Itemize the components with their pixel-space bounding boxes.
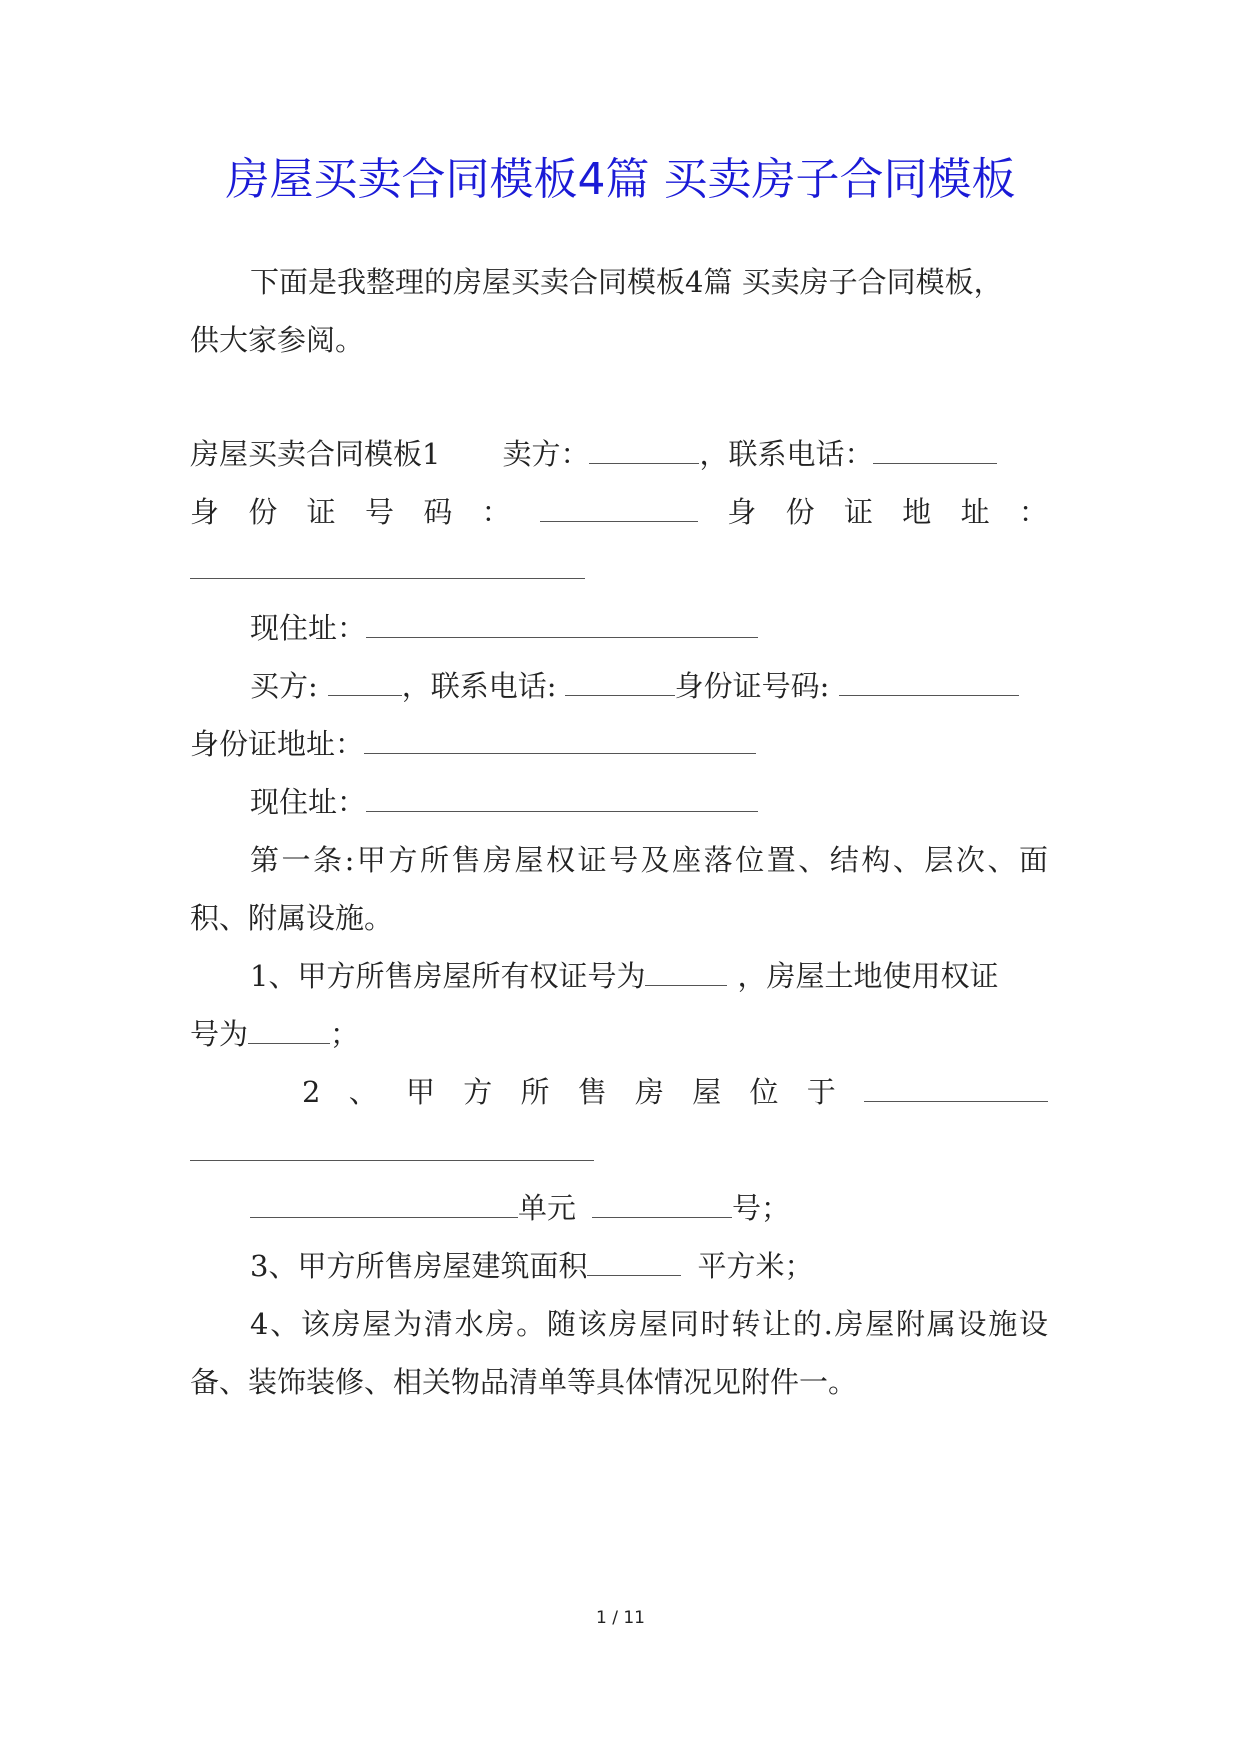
template-label: 房屋买卖合同模板1 — [190, 437, 441, 471]
land-cert-blank[interactable] — [248, 1017, 330, 1044]
seller-id-line — [190, 492, 1048, 532]
buyer-current-address-label: 现住址： — [250, 785, 367, 819]
seller-phone-blank[interactable] — [873, 437, 997, 464]
buyer-current-address-line — [250, 782, 1048, 822]
seller-addr-char: 份 — [785, 495, 815, 529]
seller-id-char: 码 — [423, 495, 453, 529]
item1-line-2 — [190, 1014, 1048, 1054]
unit-label: 单元 — [518, 1191, 577, 1225]
item1-label-3: 号为 — [190, 1017, 249, 1051]
seller-current-address-line — [250, 608, 1048, 648]
area-blank[interactable] — [587, 1249, 681, 1276]
location-blank-2[interactable] — [190, 1160, 594, 1161]
seller-id-char: 身 — [190, 495, 220, 529]
item1-label-4: ； — [330, 1017, 360, 1051]
buyer-id-address-line — [190, 724, 1048, 764]
item1-label-2: ，房屋土地使用权证 — [737, 959, 999, 993]
buyer-id-number-blank[interactable] — [839, 669, 1019, 696]
item2-char: 屋 — [692, 1075, 722, 1109]
item2-char: 于 — [806, 1075, 836, 1109]
buyer-label: 买方: — [250, 669, 318, 703]
buyer-id-address-label: 身份证地址： — [190, 727, 365, 761]
buyer-current-address-blank[interactable] — [366, 785, 758, 812]
seller-name-blank[interactable] — [589, 437, 699, 464]
buyer-phone-blank[interactable] — [565, 669, 675, 696]
item2-line-1 — [302, 1072, 1048, 1112]
item2-char: 房 — [634, 1075, 664, 1109]
room-number-blank[interactable] — [592, 1191, 732, 1218]
location-blank-1[interactable] — [864, 1075, 1048, 1102]
buyer-line — [250, 666, 1048, 706]
item2-char: 所 — [520, 1075, 550, 1109]
buyer-phone-label: ，联系电话: — [401, 669, 557, 703]
item3-label: 3、甲方所售房屋建筑面积 — [250, 1249, 588, 1283]
seller-addr-char: 地 — [902, 495, 932, 529]
seller-id-char: 号 — [364, 495, 394, 529]
item2-char: 、 — [348, 1075, 378, 1109]
seller-id-char: 份 — [248, 495, 278, 529]
intro-line-2: 供大家参阅。 — [190, 323, 365, 357]
item2-char: 方 — [463, 1075, 493, 1109]
document-title: 房屋买卖合同模板4篇 买卖房子合同模板 — [225, 154, 1016, 205]
item2-char: 售 — [577, 1075, 607, 1109]
seller-addr-char: ： — [1018, 495, 1048, 529]
buyer-id-number-label: 身份证号码: — [674, 669, 830, 703]
seller-id-char: ： — [481, 495, 511, 529]
item2-char: 位 — [749, 1075, 779, 1109]
seller-id-address-blank[interactable] — [190, 578, 585, 579]
buyer-id-address-blank[interactable] — [364, 727, 756, 754]
seller-label: 卖方： — [502, 437, 590, 471]
page-number: 1 / 11 — [596, 1608, 645, 1628]
article1-heading-line-2: 积、附属设施。 — [190, 901, 394, 935]
item2-char: 2 — [302, 1075, 321, 1109]
seller-addr-char: 址 — [960, 495, 990, 529]
location-blank-3[interactable] — [250, 1191, 518, 1218]
item2-char: 甲 — [405, 1075, 435, 1109]
item1-label: 1、甲方所售房屋所有权证号为 — [250, 959, 646, 993]
ownership-cert-blank[interactable] — [645, 959, 727, 986]
seller-addr-char: 身 — [727, 495, 757, 529]
seller-id-char: 证 — [306, 495, 336, 529]
item4-line-2: 备、装饰装修、相关物品清单等具体情况见附件一。 — [190, 1365, 858, 1399]
buyer-name-blank[interactable] — [328, 669, 402, 696]
item3-unit: 平方米； — [697, 1249, 814, 1283]
seller-addr-char: 证 — [843, 495, 873, 529]
intro-line-1: 下面是我整理的房屋买卖合同模板4篇 买卖房子合同模板， — [250, 265, 1003, 299]
seller-phone-label: ，联系电话： — [699, 437, 874, 471]
seller-id-number-blank[interactable] — [540, 495, 698, 522]
seller-line — [190, 434, 1048, 474]
seller-current-address-blank[interactable] — [366, 611, 758, 638]
item4-line-1: 4、该房屋为清水房。随该房屋同时转让的.房屋附属设施设 — [250, 1307, 1048, 1341]
item1-line-1 — [250, 956, 1048, 996]
item2-line-3 — [250, 1188, 1048, 1228]
number-label: 号； — [732, 1191, 791, 1225]
seller-current-address-label: 现住址： — [250, 611, 367, 645]
item3-line — [250, 1246, 1048, 1286]
article1-heading-line-1: 第一条:甲方所售房屋权证号及座落位置、结构、层次、面 — [250, 843, 1048, 877]
